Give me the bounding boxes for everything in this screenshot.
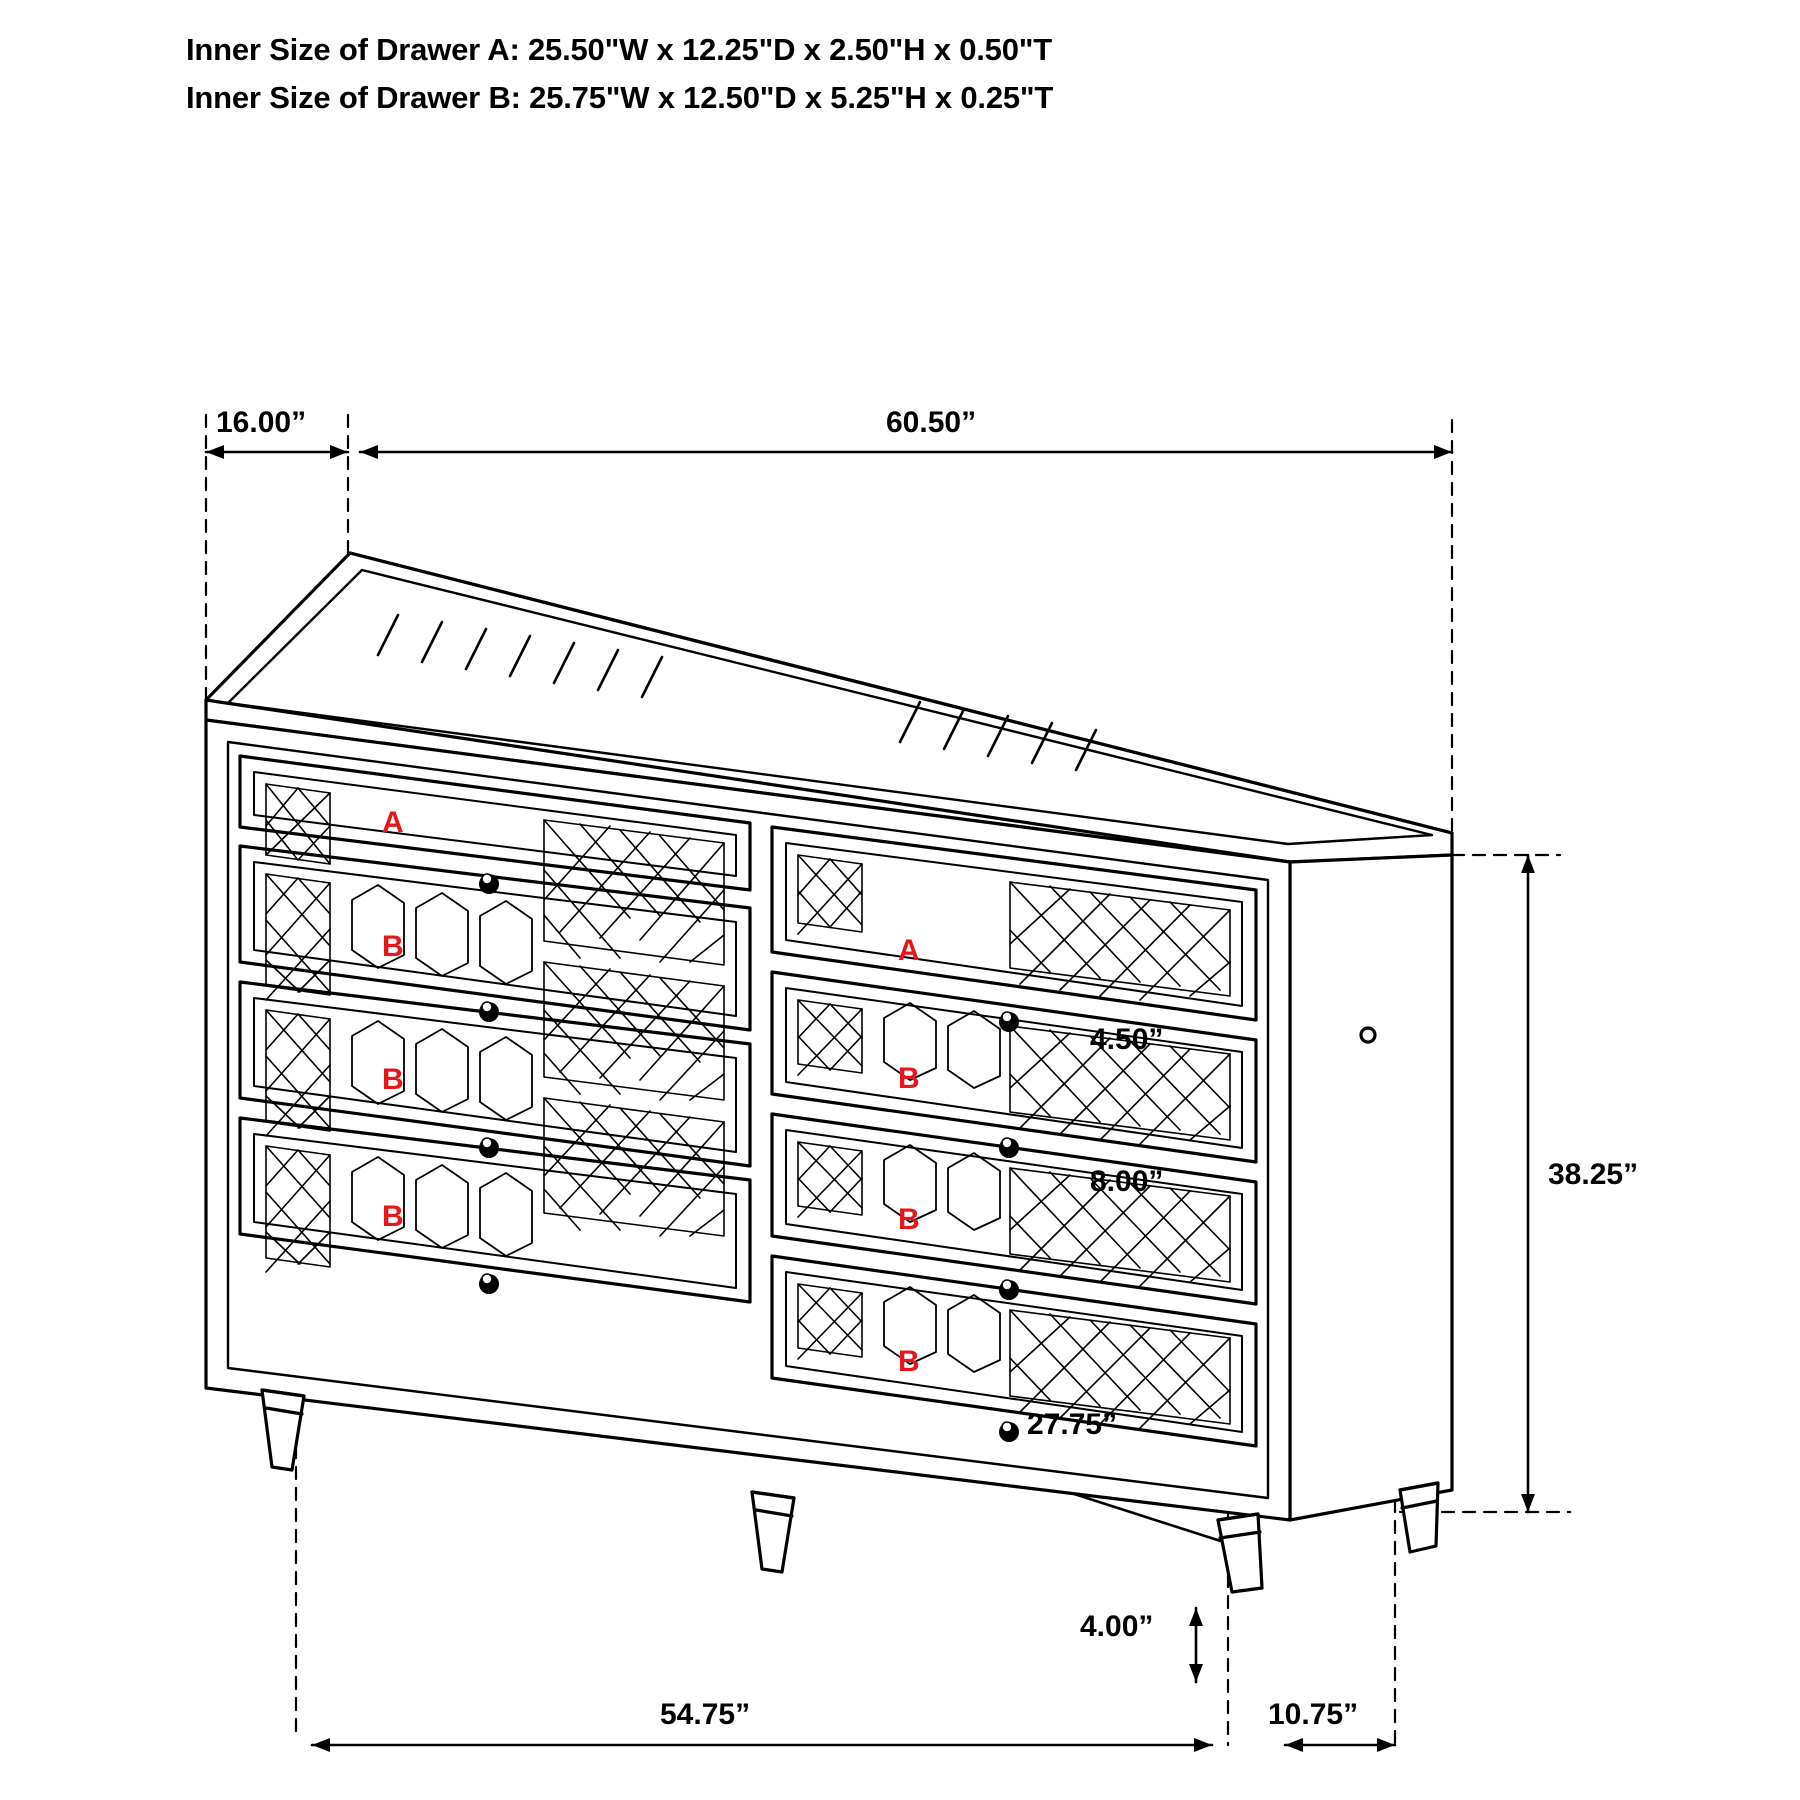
- dim-leg-height: 4.00”: [1080, 1610, 1154, 1643]
- drawer-label-left-3: B: [382, 1063, 404, 1096]
- dim-side-width: 10.75”: [1268, 1698, 1359, 1731]
- dim-width-top: 60.50”: [886, 406, 977, 439]
- dim-height-right: 38.25”: [1548, 1158, 1639, 1191]
- drawer-label-top-right: A: [898, 934, 920, 967]
- drawer-label-left-2: B: [382, 930, 404, 963]
- drawer-label-right-2: B: [898, 1062, 920, 1095]
- spec-drawer-b: Inner Size of Drawer B: 25.75"W x 12.50"D x 5.25"H x 0.25"T: [186, 80, 1054, 115]
- dim-drawer-a-height: 4.50”: [1090, 1023, 1164, 1056]
- drawer-label-right-3: B: [898, 1203, 920, 1236]
- drawer-label-left-4: B: [382, 1200, 404, 1233]
- dim-front-width: 54.75”: [660, 1698, 751, 1731]
- dim-drawer-b-height: 8.00”: [1090, 1165, 1164, 1198]
- drawer-label-top-left: A: [382, 806, 404, 839]
- dim-depth-top: 16.00”: [216, 406, 307, 439]
- dim-drawer-width: 27.75”: [1027, 1408, 1118, 1441]
- spec-drawer-a: Inner Size of Drawer A: 25.50"W x 12.25"D x 2.50"H x 0.50"T: [186, 32, 1052, 67]
- drawer-label-right-4: B: [898, 1345, 920, 1378]
